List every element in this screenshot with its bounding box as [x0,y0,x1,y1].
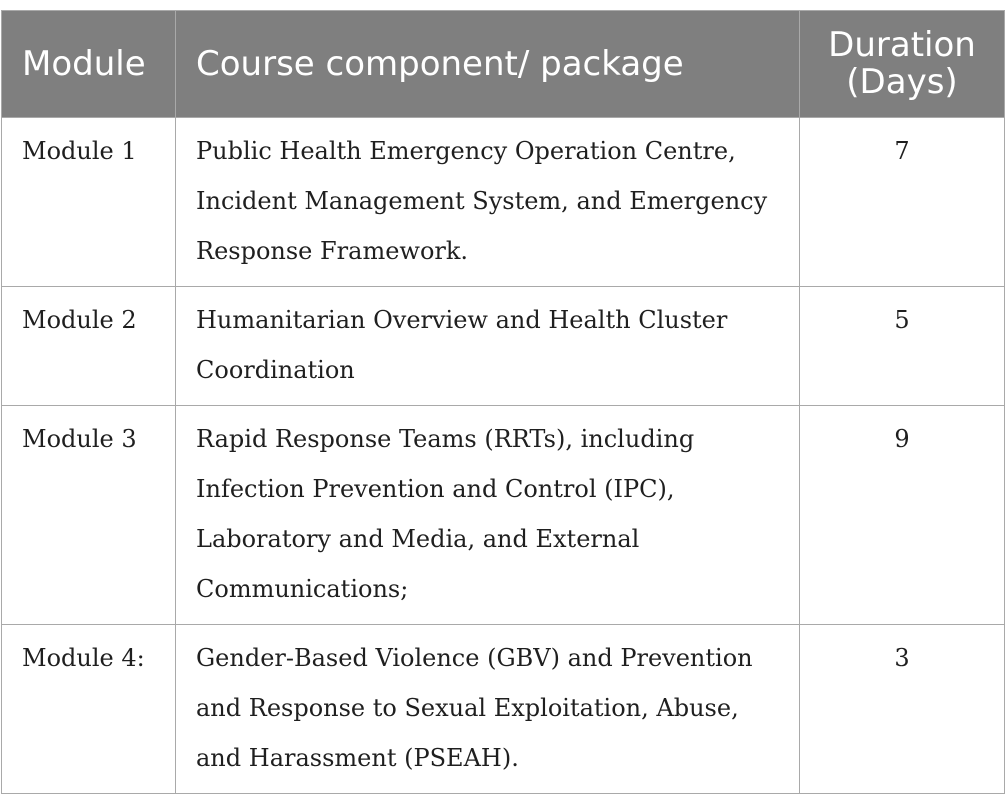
duration-cell: 9 [800,406,1005,625]
table-row [2,287,1005,406]
module-cell: Module 2 [2,287,176,406]
course-modules-table [1,10,1005,794]
duration-cell: 7 [800,118,1005,287]
duration-cell: 5 [800,287,1005,406]
table-header [2,11,1005,118]
table-body [2,118,1005,794]
duration-cell: 3 [800,625,1005,794]
header-duration [800,11,1005,118]
header-course-component: Course component/ package [176,11,800,118]
table-row [2,406,1005,625]
header-duration-label: Duration [828,25,976,65]
header-duration-unit: (Days) [846,62,958,102]
component-cell: Humanitarian Overview and Health Cluster Coordination [176,287,800,406]
module-cell: Module 1 [2,118,176,287]
header-row [2,11,1005,118]
component-cell: Public Health Emergency Operation Centre, Incident Management System, and Emergency Response Framework. [176,118,800,287]
table-row [2,118,1005,287]
header-module: Module [2,11,176,118]
module-cell: Module 4: [2,625,176,794]
table-row [2,625,1005,794]
component-cell: Gender-Based Violence (GBV) and Prevention and Response to Sexual Exploitation, Abuse, and Harassment (PSEAH). [176,625,800,794]
component-cell: Rapid Response Teams (RRTs), including Infection Prevention and Control (IPC), Laboratory and Media, and External Communications; [176,406,800,625]
module-cell: Module 3 [2,406,176,625]
